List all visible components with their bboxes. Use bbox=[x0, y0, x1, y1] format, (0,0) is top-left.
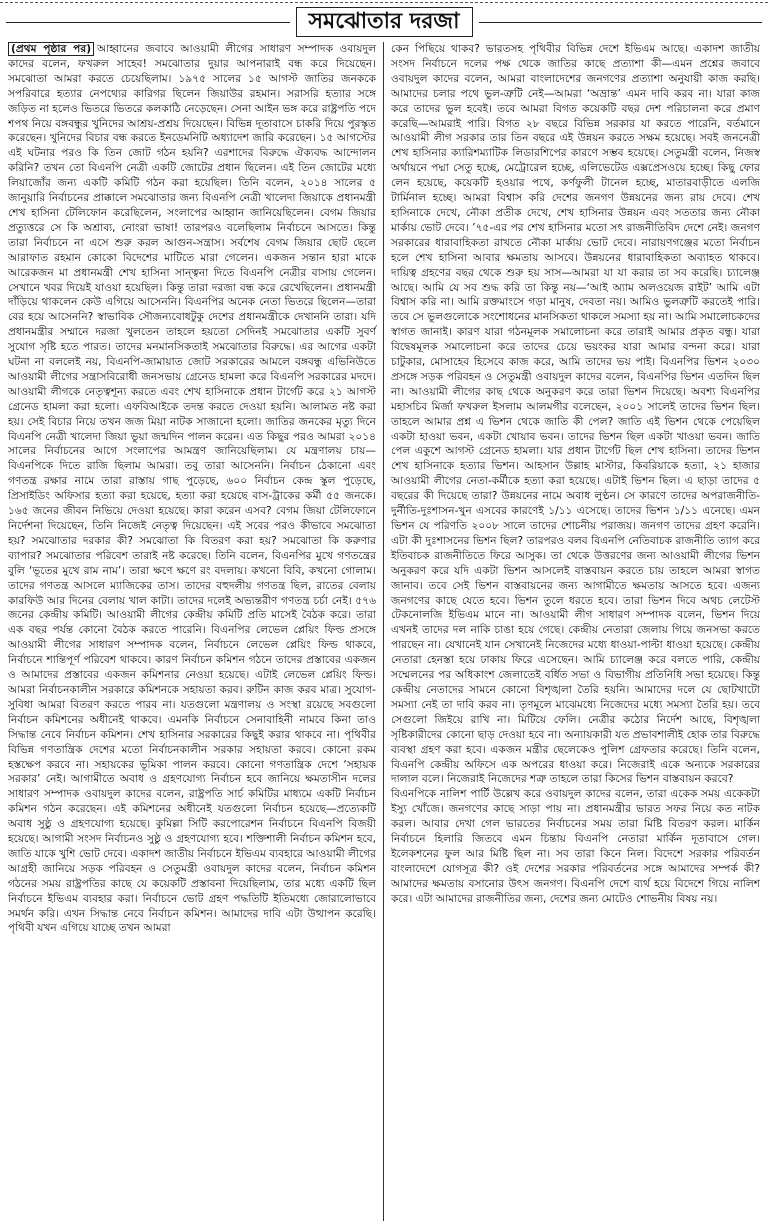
article-paragraph: বিএনপিকে নালিশ পার্টি উল্লেখ করে ওবায়দুল কাদের বলেন, তারা একেক সময় একেকটা ইস্যু খোঁজে। জনগণের কাছে সাড়া পায় না। প্রধানমন্ত্রীর ভারত সফর নিয়ে কত নাটক করল। আবার দেখা গেল ভারতের নির্বাচনের সময় তারা মিষ্টি বিতরণ করল। মার্কিন নির্বাচনে হিলারি জিতবে এমন চিন্তায় বিএনপি নেতারা মার্কিন দূতাবাসে গেল। ইলেকশনের ফুল আর মিষ্টি ছিল না। সব তারা কিনে নিল। বিদেশে সরকার পরিবর্তন বাংলাদেশে যোগসূত্র কী? ওই দেশের সরকার পরিবর্তনের সঙ্গে আমাদের সম্পর্ক কী? আমাদের ক্ষমতায় বসানোর উৎস জনগণ। বিএনপি দেশে ব্যর্থ হয়ে বিদেশে গিয়ে নালিশ করে। এটা আমাদের রাজনীতির জন্য, দেশের জন্য মোটেও শোভনীয় বিষয় নয়। bbox=[391, 788, 760, 905]
article-paragraph bbox=[8, 42, 376, 936]
header-rule-left bbox=[6, 22, 290, 23]
section-header bbox=[0, 6, 768, 38]
article-column-left bbox=[8, 42, 384, 1221]
continuation-label: (প্রথম পৃষ্ঠার পর) bbox=[8, 42, 94, 56]
page-title: সমঝোতার দরজা bbox=[296, 7, 473, 37]
top-dashed-rule bbox=[0, 2, 768, 3]
article-paragraph: কেন পিছিয়ে থাকব? ভারতসহ পৃথিবীর বিভিন্ন দেশে ইভিএম আছে। একাদশ জাতীয় সংসদ নির্বাচনে দলের পক্ষ থেকে জাতির কাছে প্রত্যাশা কী—এমন প্রশ্নের জবাবে ওবায়দুল কাদের বলেন, আমরা বাংলাদেশের জনগণের প্রত্যাশা অনুযায়ী কাজ করছি। আমাদের চলার পথে ভুল-ত্রুটি নেই—আমরা ‘অভ্রান্ত’ এমন দাবি করব না। যারা কাজ করে তাদের ভুল হবেই। তবে আমরা বিগত কয়েকটি বছর দেশ পরিচালনা করে প্রমাণ করেছি—আমরাই পারি। বিগত ২৮ বছরে বিভিন্ন সরকার যা করতে পারেনি, বর্তমানে আওয়ামী লীগ সরকার তার তিন বছরে এই উন্নয়ন করতে সক্ষম হয়েছে। সবই জননেত্রী শেখ হাসিনার ক্যারিশম্যাটিক লিডারশিপের কারণে সম্ভব হয়েছে। সেতুমন্ত্রী বলেন, নিজস্ব অর্থায়নে পদ্মা সেতু হচ্ছে, মেট্রোরেল হচ্ছে, এলিভেটেড এক্সপ্রেসওয়ে হচ্ছে। কিছু ফোর লেন হয়েছে, কয়েকটি হওয়ার পথে, কর্ণফুলী টানেল হচ্ছে, মাতারবাড়ীতে এলজি টার্মিনাল হচ্ছে। আমরা বিশ্বাস করি দেশের জনগণ উন্নয়নের জন্য রায় দেবে। শেখ হাসিনাকে দেখে, নৌকা প্রতীক দেখে, শেখ হাসিনার উন্নয়ন এবং সততার জন্য নৌকা মার্কায় ভোট দেবে। ’৭৫-এর পর শেখ হাসিনার মতো সৎ রাজনীতিবিদ দেশে নেই। জনগণ সরকারের ধারাবাহিকতা রাখতে নৌকা মার্কায় ভোট দেবে। নারায়ণগঞ্জের মতো নির্বাচন হলে শেখ হাসিনা আবার ক্ষমতায় আসবে। উন্নয়নের ধারাবাহিকতা অব্যাহত থাকবে। দায়িত্ব গ্রহণের বছর থেকে শুরু হয় সাস—আমরা যা যা করার তা সব করেছি। চ্যালেঞ্জ আছে। আমি যে সব শুদ্ধ করি তা কিন্তু নয়—‘আই অ্যাম অলওয়েজ রাইট’ আমি এটা বিশ্বাস করি না। আমি রক্তমাংসে গড়া মানুষ, দেবতা নয়। আমিও ভুলত্রুটি করতেই পারি। তবে সে ভুলগুলোকে সংশোধনের মানসিকতা থাকলে সমস্যা হয় না। আমি সমালোচকদের স্বাগত জানাই। কারণ যারা গঠনমূলক সমালোচনা করে তারাই আমার প্রকৃত বন্ধু। যারা বিদ্বেষমূলক সমালোচনা করে তাদের চেয়ে ভয়ংকর যারা আমার বন্দনা করে। যারা চাটুকার, মোসাহেব হিসেবে কাজ করে, আমি তাদের ভয় পাই। বিএনপির ভিশন ২০৩০ প্রসঙ্গে সড়ক পরিবহন ও সেতুমন্ত্রী ওবায়দুল কাদের বলেন, বিএনপির ভিশন এতদিন ছিল না। আওয়ামী লীগের কাছ থেকে অনুকরণ করে তারা ভিশন দিয়েছে। অবশ্য বিএনপির মহাসচিব মির্জা ফখরুল ইসলাম আলমগীর বলেছেন, ২০০১ সালেই তাদের ভিশন ছিল। তাহলে আমার প্রশ্ন এ ভিশন থেকে জাতি কী পেল? জাতি এই ভিশন থেকে পেয়েছিল একটা হাওয়া ভবন, একটা খোয়াব ভবন। তাদের ভিশন ছিল একটা খাওয়া ভবন। জাতি পেল একুশে আগস্ট গ্রেনেড হামলা। যার প্রধান টার্গেট ছিল শেখ হাসিনা। তাদের ভিশন শেখ হাসিনাকে হত্যার ভিশন। আহসান উল্লাহ মাস্টার, কিবরিয়াকে হত্যা, ২১ হাজার আওয়ামী লীগের নেতা-কর্মীকে হত্যা করা হয়েছে। এটাই ভিশন ছিল। এ ছাড়া তাদের ৫ বছরের কী দিয়েছে তারা? উন্নয়নের নামে অবাধ লুণ্ঠন। সে কারণে তাদের অপরাজনীতি-দুর্নীতি-দুঃশাসন-খুন এসবের কারণেই ১/১১ এসেছে। তাদের ভিশন ১/১১ এনেছে। এমন ভিশন যে পরিণতি ২০০৮ সালে তাদের শোচনীয় পরাজয়। জনগণ তাদের গ্রহণ করেনি। এটা কী দুঃশাসনের ভিশন ছিল? তারপরও বলব বিএনপি নেতিবাচক রাজনীতি ত্যাগ করে ইতিবাচক রাজনীতিতে ফিরে আসুক। তা থেকে উত্তরণের জন্য আওয়ামী লীগের ভিশন অনুকরণ করে যদি একটা ভিশন আসলেই বাস্তবায়ন করতে চায় তাহলে আমরা স্বাগত জানাব। তবে সেই ভিশন বাস্তবায়নের জন্য আগামীতে ক্ষমতায় আসতে হবে। এজন্য জনগণের কাছে যেতে হবে। ভিশন তুলে ধরতে হবে। তারা ভিশন দিবে অথচ লেটেস্ট টেকনোলজি ইভিএম মানে না। আওয়ামী লীগ সাধারণ সম্পাদক বলেন, ভিশন দিয়ে এখনই তাদের দল নাকি চাঙা হয়ে গেছে। কেন্দ্রীয় নেতারা জেলায় গিয়ে জনসভা করতে পারছেন না। যেখানেই যান সেখানেই নিজেদের মধ্যে ধাওয়া-পাল্টা ধাওয়া হয়েছে। কেন্দ্রীয় নেতারা হেনস্তা হয়ে ঢাকায় ফিরে এসেছেন। আমি চ্যালেঞ্জ করে বলতে পারি, কেন্দ্রীয় সম্মেলনের পর অধিকাংশ জেলাতেই বর্ধিত সভা ও বিভাগীয় প্রতিনিধি সভা হয়েছে। কিন্তু কেন্দ্রীয় নেতাদের সামনে কোনো বিশৃঙ্খলা তৈরি হয়নি। আমাদের দলে যে ছোটখাটো সমস্যা নেই তা দাবি করব না। তৃণমূলে মাঝেমধ্যে নিজেদের মধ্যে সমস্যা তৈরি হয়। তবে সেগুলো জিইয়ে রাখি না। মিটিয়ে ফেলি। নেত্রীর কঠোর নির্দেশ আছে, বিশৃঙ্খলা সৃষ্টিকারীদের কোনো ছাড় দেওয়া হবে না। অন্যায়কারী যত প্রভাবশালীই হোক তার বিরুদ্ধে ব্যবস্থা গ্রহণ করা হবে। একজন মন্ত্রীর ছেলেকেও পুলিশ গ্রেফতার করেছে। তিনি বলেন, বিএনপি কেন্দ্রীয় অফিসে এক অপরের ধাওয়া করে। নিজেরাই একে অন্যকে সরকারের দালাল বলে। নিজেরাই নিজেদের শত্রু তাহলে তারা কিসের ভিশন বাস্তবায়ন করবে? bbox=[391, 43, 760, 786]
article-columns bbox=[8, 42, 760, 1221]
header-rule-right bbox=[479, 22, 763, 23]
paragraph-text: আহ্বানের জবাবে আওয়ামী লীগের সাধারণ সম্পাদক ওবায়দুল কাদের বলেন, ফখরুল সাহেব! সমঝোতার দুয়ার আপনারাই বন্ধ করে দিয়েছেন। সমঝোতা আমরা করতে চেয়েছিলাম। ১৯৭৫ সালের ১৫ আগস্ট জাতির জনককে সপরিবারে হত্যার নেপথ্যের কারিগর ছিলেন জিয়াউর রহমান। সরাসরি হত্যার সঙ্গে জড়িত না হলেও ভিতরে ভিতরে কলকাঠি নেড়েছেন। সেনা আইন ভঙ্গ করে রাষ্ট্রপতি পদে শপথ নিয়ে বঙ্গবন্ধুর খুনিদের আশ্রয়-প্রশ্রয় দিয়েছেন। বিভিন্ন দূতাবাসে চাকরি দিয়ে পুরস্কৃত করেছেন। খুনিদের বিচার বন্ধ করতে ইনডেমনিটি অধ্যাদেশ জারি করেছেন। ১৫ আগস্টের এই ঘটনার পরও কি তিন জোট গঠন হয়নি? এরশাদের বিরুদ্ধে ঐক্যবদ্ধ আন্দোলন করিনি? তখন তো বিএনপি নেত্রী একটি জোটের প্রধান ছিলেন। এই তিন জোটের মধ্যে লিয়াজোঁর জন্য একটি কমিটি গঠন করা হয়েছিল। তিনি বলেন, ২০১৪ সালের ৫ জানুয়ারি নির্বাচনের প্রাক্কালে সমঝোতার জন্য বিএনপি নেত্রী খালেদা জিয়াকে প্রধানমন্ত্রী শেখ হাসিনা টেলিফোন করেছিলেন, সংলাপের আহ্বান জানিয়েছিলেন। বেগম জিয়ার প্রত্যুত্তরে সে কি অশ্রাব্য, নোংরা ভাষা! তারপরও বলেছিলাম নির্বাচনে আসতে। কিন্তু তারা নির্বাচনে না এসে শুরু করল আগুন-সন্ত্রাস। সর্বশেষ বেগম জিয়ার ছোট ছেলে আরাফাত রহমান কোকো বিদেশের মাটিতে মারা গেলেন। একজন সন্তান হারা মাকে আরেকজন মা প্রধানমন্ত্রী শেখ হাসিনা সান্ত্বনা দিতে বিএনপি নেত্রীর বাসায় গেলেন। সেখানে খবর দিয়েই যাওয়া হয়েছিল। কিন্তু তারা দরজা বন্ধ করে রেখেছিলেন। প্রধানমন্ত্রী দাঁড়িয়ে থাকলেন কেউ এগিয়ে আসেননি। বিএনপির অনেক নেতা ভিতরে ছিলেন—তারা বের হয়ে আসেননি? স্বাভাবিক সৌজন্যবোধটুকু দেশের প্রধানমন্ত্রীকে দেখাননি তারা। যদি প্রধানমন্ত্রীর সম্মানে দরজা খুলতেন তাহলে হয়তো সেদিনই সমঝোতার একটি সুবর্ণ সুযোগ সৃষ্টি হতে পারত। তাদের মনমানসিকতাই সমঝোতার বিরুদ্ধে। এর আগের একটা ঘটনা না বললেই নয়, বিএনপি-জামায়াত জোট সরকারের আমলে বঙ্গবন্ধু এভিনিউতে আওয়ামী লীগের সন্ত্রাসবিরোধী জনসভায় গ্রেনেড হামলা করে বিএনপি সরকারের মদদে। আওয়ামী লীগকে নেতৃত্বশূন্য করতে এবং শেখ হাসিনাকে প্রধান টার্গেট করে ২১ আগস্ট গ্রেনেড হামলা করা হলো। এফবিআইকে তদন্ত করতে দেওয়া হয়নি। আলামত নষ্ট করা হয়। সেই বিচার নিয়ে তখন জজ মিয়া নাটক সাজানো হলো। জাতির জনকের মৃত্যু দিনে বিএনপি নেত্রী খালেদা জিয়া ভুয়া জন্মদিন পালন করেন। এত কিছুর পরও আমরা ২০১৪ সালের নির্বাচনের আগে সংলাপের আমন্ত্রণ জানিয়েছিলাম। যে মন্ত্রণালয় চায়—বিএনপিকে দিতে রাজি ছিলাম আমরা। তবু তারা আসেননি। নির্বাচন ঠেকানো এবং গণতন্ত্র রক্ষার নামে তারা রাস্তায় গাছ পুড়েছে, ৬০০ নির্বাচন কেন্দ্র স্কুল পুড়েছে, প্রিসাইডিং অফিসার হত্যা করা হয়েছে, হত্যা করা হয়েছে বাস-ট্রাকের কর্মী ৫৫ জনকে। ১৬৫ জনের জীবন নিভিয়ে দেওয়া হয়েছে। কারা করেন এসব? বেগম জিয়া টেলিফোনে নির্দেশনা দিয়েছেন, তিনি নিজেই নেতৃত্ব দিয়েছেন। এই সবের পরও কীভাবে সমঝোতা হয়? সমঝোতার দরকার কী? সমঝোতা কি বিতরণ করা হয়? সমঝোতা কি করুণার ব্যাপার? সমঝোতার পরিবেশ তারাই নষ্ট করেছে। তিনি বলেন, বিএনপির মুখে গণতন্ত্রের বুলি ‘ভূতের মুখে রাম নাম’। তারা ক্ষণে ক্ষণে রং বদলায়। কখনো বিবি, কখনো গোলাম। তাদের গণতন্ত্র আসলে ম্যাজিকের তাস। তাদের বহুদলীয় গণতন্ত্র ছিল, রাতের বেলায় কারফিউ আর দিনের বেলায় খাল কাটা। তাদের দলেই অভ্যন্তরীণ গণতন্ত্র চর্চা নেই। ৫৭৬ জনের কেন্দ্রীয় কমিটি। আওয়ামী লীগের কেন্দ্রীয় কমিটি প্রতি মাসেই বৈঠক করে। তারা এক বছর পর্যন্ত কোনো বৈঠক করতে পারেনি। বিএনপির লেভেল প্লেয়িং ফিল্ড প্রসঙ্গে আওয়ামী লীগের সাধারণ সম্পাদক বলেন, নির্বাচনে লেভেল প্লেয়িং ফিল্ড থাকবে, নির্বাচনে শান্তিপূর্ণ পরিবেশ থাকবে। কারণ নির্বাচন কমিশন গঠনে তাদের প্রস্তাবের একজন ও আমাদের প্রস্তাবের একজন কমিশনার নেওয়া হয়েছে। এটাই লেভেল প্লেয়িং ফিল্ড। আমরা নির্বাচনকালীন সরকারে কমিশনকে সহায়তা করব। রুটিন কাজ করব মাত্র। সুযোগ-সুবিধা আমরা বিতরণ করতে পারব না। যতগুলো মন্ত্রণালয় ও সংস্থা রয়েছে সবগুলো নির্বাচন কমিশনের অধীনেই থাকবে। এমনকি নির্বাচনে সেনাবাহিনী নামবে কিনা তাও সিদ্ধান্ত নেবে নির্বাচন কমিশন। শেখ হাসিনার সরকারের কিছুই করার থাকবে না। পৃথিবীর বিভিন্ন গণতান্ত্রিক দেশের মতো নির্বাচনকালীন সরকার সহায়তা করবে। কোনো রকম হস্তক্ষেপ করবে না। সহায়কের ভূমিকা পালন করবে। কোনো গণতান্ত্রিক দেশে ‘সহায়ক সরকার’ নেই। আগামীতে অবাধ ও গ্রহণযোগ্য নির্বাচন হবে জানিয়ে ক্ষমতাসীন দলের সাধারণ সম্পাদক ওবায়দুল কাদের বলেন, রাষ্ট্রপতি সার্চ কমিটির মাধ্যমে একটি নির্বাচন কমিশন গঠন করেছেন। এই কমিশনের অধীনেই যতগুলো নির্বাচন হয়েছে—প্রত্যেকটি অবাধ সুষ্ঠু ও গ্রহণযোগ্য হয়েছে। কুমিল্লা সিটি করপোরেশন নির্বাচনে বিএনপি বিজয়ী হয়েছে। আগামী সংসদ নির্বাচনও সুষ্ঠু ও গ্রহণযোগ্য হবে। শক্তিশালী নির্বাচন কমিশন হবে, জাতি যাকে খুশি ভোট দেবে। একাদশ জাতীয় নির্বাচনে ইভিএম ব্যবহারে আওয়ামী লীগের আগ্রহী জানিয়ে সড়ক পরিবহন ও সেতুমন্ত্রী ওবায়দুল কাদের বলেন, নির্বাচন কমিশন গঠনের সময় রাষ্ট্রপতির কাছে যে কয়েকটি প্রস্তাবনা দিয়েছিলাম, তার মধ্যে একটি ছিল নির্বাচনে ইভিএম ব্যবহার করা। নির্বাচনে ভোট গ্রহণ পদ্ধতিটি ইতিমধ্যে জোরালোভাবে সমর্থন করি। এখন সিদ্ধান্ত নেবে নির্বাচন কমিশন। আমাদের দাবি এটা উত্থাপন করেছি। পৃথিবী যখন এগিয়ে যাচ্ছে তখন আমরা bbox=[8, 43, 376, 935]
article-column-right bbox=[384, 42, 760, 1221]
